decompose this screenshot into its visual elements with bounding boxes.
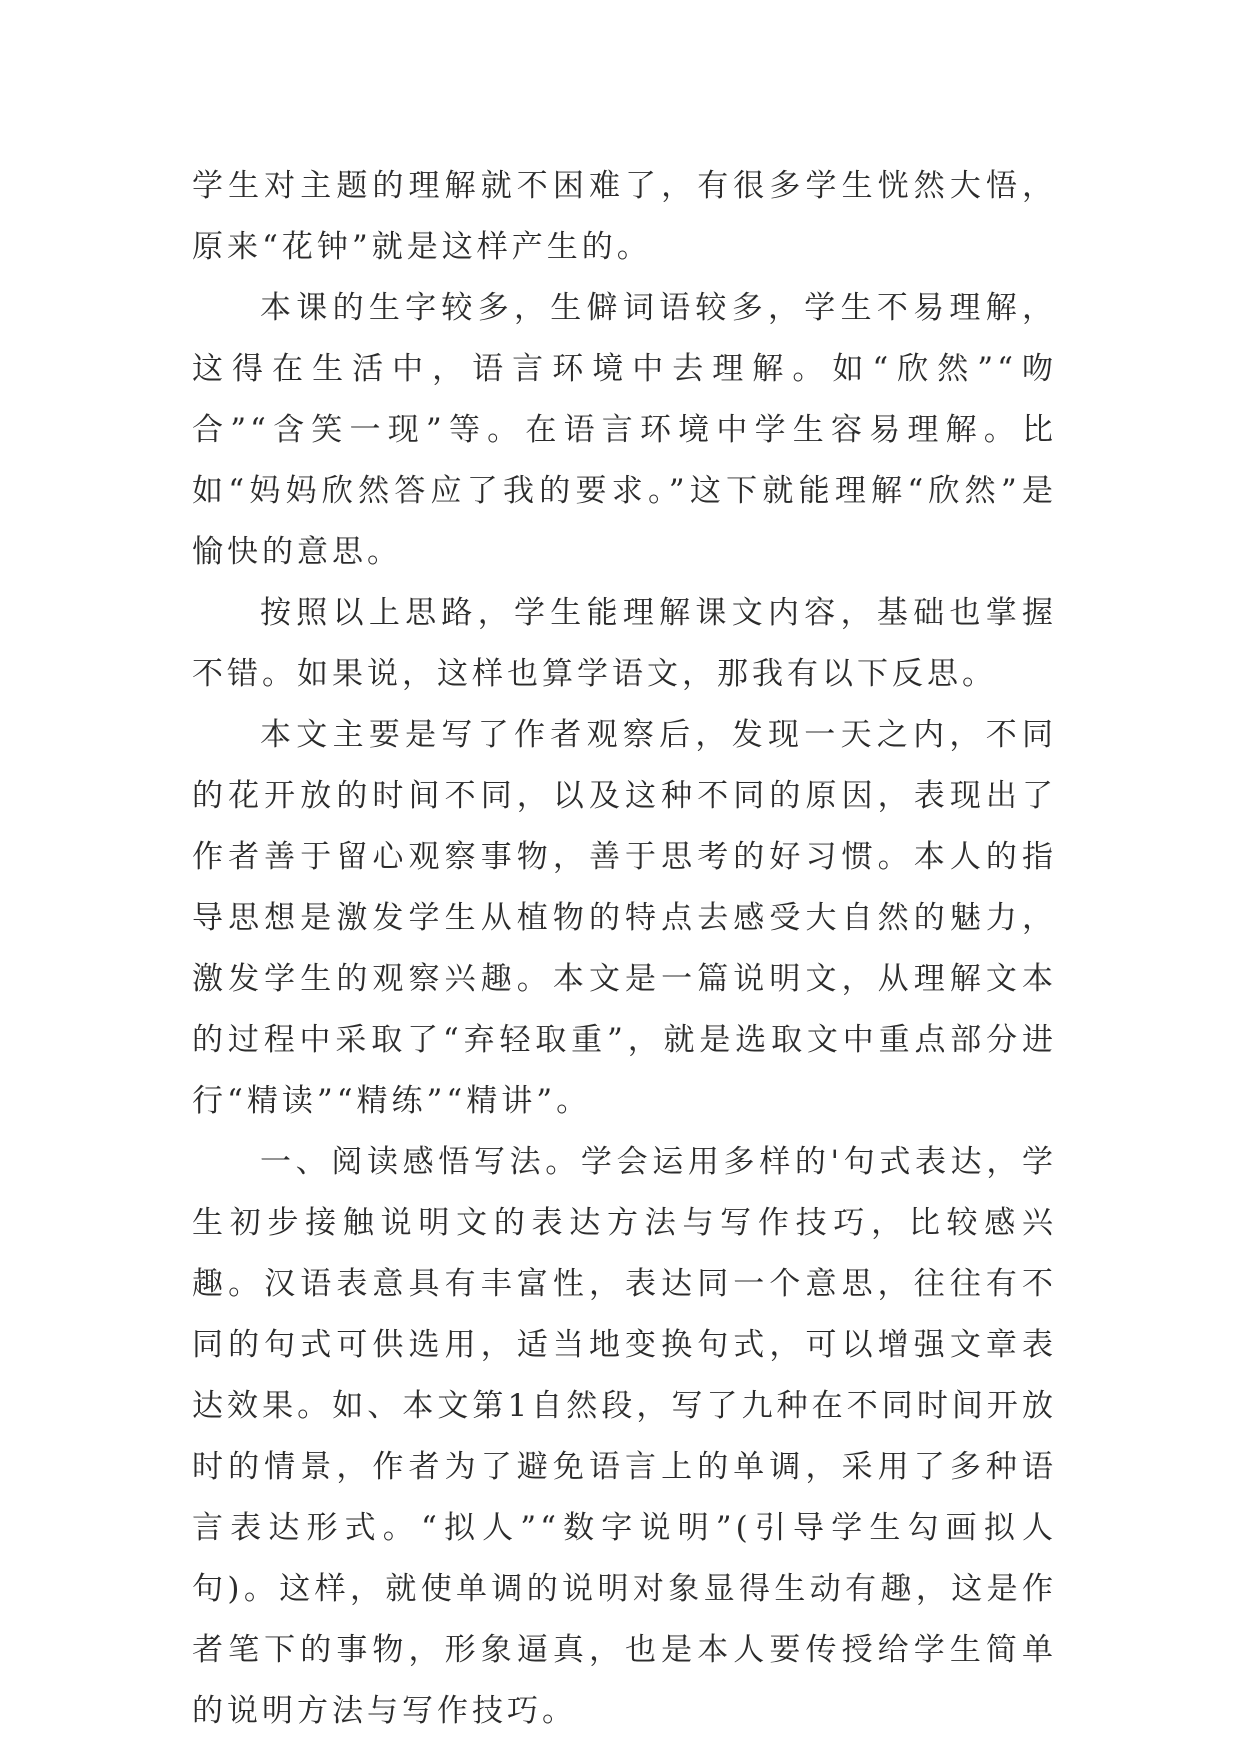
paragraph-2: 本课的生字较多，生僻词语较多，学生不易理解，这得在生活中，语言环境中去理解。如“欣然”“吻合”“含笑一现”等。在语言环境中学生容易理解。比如“妈妈欣然答应了我的要求。”这下就能理解“欣然”是愉快的意思。 — [192, 290, 1057, 570]
paragraph-5: 一、阅读感悟写法。学会运用多样的'句式表达，学生初步接触说明文的表达方法与写作技巧，比较感兴趣。汉语表意具有丰富性，表达同一个意思，往往有不同的句式可供选用，适当地变换句式，可以增强文章表达效果。如、本文第1自然段，写了九种在不同时间开放时的情景，作者为了避免语言上的单调，采用了多种语言表达形式。“拟人”“数字说明”(引导学生勾画拟人句)。这样，就使单调的说明对象显得生动有趣，这是作者笔下的事物，形象逼真，也是本人要传授给学生简单的说明方法与写作技巧。 — [192, 1144, 1057, 1729]
document-body — [192, 156, 1057, 1742]
paragraph-3: 按照以上思路，学生能理解课文内容，基础也掌握不错。如果说，这样也算学语文，那我有以下反思。 — [192, 595, 1057, 692]
paragraph-4: 本文主要是写了作者观察后，发现一天之内，不同的花开放的时间不同，以及这种不同的原因，表现出了作者善于留心观察事物，善于思考的好习惯。本人的指导思想是激发学生从植物的特点去感受大自然的魅力，激发学生的观察兴趣。本文是一篇说明文，从理解文本的过程中采取了“弃轻取重”，就是选取文中重点部分进行“精读”“精练”“精讲”。 — [192, 717, 1057, 1119]
paragraph-1: 学生对主题的理解就不困难了，有很多学生恍然大悟，原来“花钟”就是这样产生的。 — [192, 168, 1057, 265]
